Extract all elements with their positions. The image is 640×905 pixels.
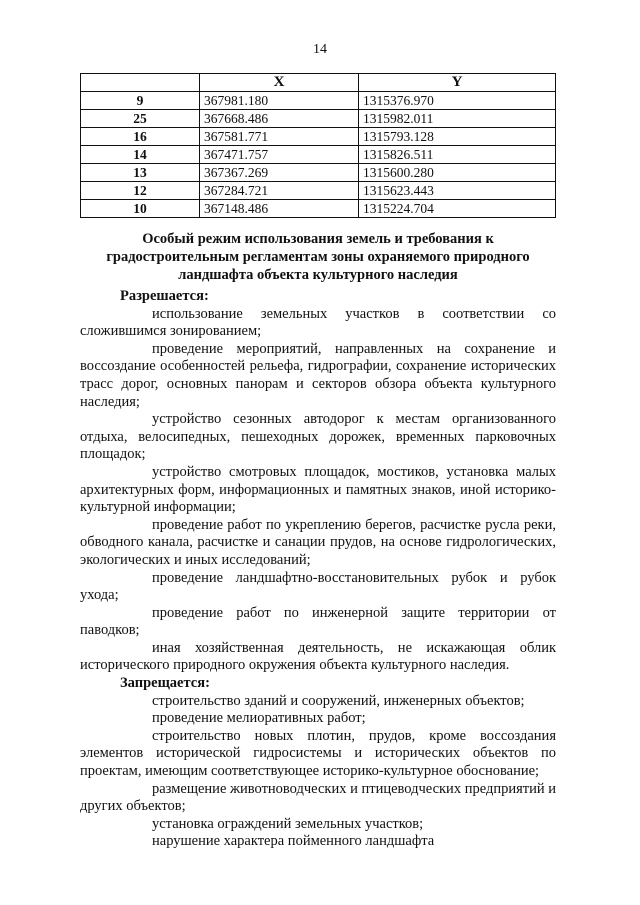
x-value: 367471.757 (200, 146, 359, 164)
point-number: 9 (81, 92, 200, 110)
allowed-item: проведение работ по укреплению берегов, расчистке русла реки, обводного канала, расчистке и санации прудов, на основе гидрологических, экологических и иных исследований; (80, 516, 556, 568)
table-row (81, 128, 556, 146)
y-value: 1315224.704 (359, 200, 556, 218)
y-value: 1315623.443 (359, 182, 556, 200)
y-value: 1315826.511 (359, 146, 556, 164)
allowed-item: проведение ландшафтно-восстановительных рубок и рубок ухода; (80, 569, 556, 604)
header-x: X (200, 74, 359, 92)
y-value: 1315793.128 (359, 128, 556, 146)
allowed-item: проведение работ по инженерной защите территории от паводков; (80, 604, 556, 639)
point-number: 25 (81, 110, 200, 128)
allowed-item: проведение мероприятий, направленных на сохранение и воссоздание особенностей рельефа, гидрографии, сохранение исторических трасс дорог, основных панорам и секторов обзора объекта культурного наследия; (80, 340, 556, 410)
x-value: 367981.180 (200, 92, 359, 110)
x-value: 367284.721 (200, 182, 359, 200)
forbidden-item: строительство зданий и сооружений, инженерных объектов; (152, 692, 525, 709)
forbidden-item: размещение животноводческих и птицеводческих предприятий и других объектов; (80, 780, 557, 815)
allowed-item: использование земельных участков в соответствии со сложившимся зонированием; (80, 305, 556, 340)
allowed-label: Разрешается: (120, 288, 209, 304)
allowed-item: устройство смотровых площадок, мостиков, установка малых архитектурных форм, информационных и памятных знаков, иной историко-культурной информации; (80, 463, 556, 516)
y-value: 1315376.970 (359, 92, 556, 110)
header-point (81, 74, 200, 92)
section-heading: Особый режим использования земель и требования к градостроительным регламентам зоны охраняемого природного ландшафта объекта культурного наследия (106, 231, 530, 283)
forbidden-label: Запрещается: (120, 675, 210, 692)
point-number: 10 (81, 200, 200, 218)
table-header-row (81, 74, 556, 92)
header-y: Y (359, 74, 556, 92)
y-value: 1315982.011 (359, 110, 556, 128)
page-number: 14 (313, 42, 327, 57)
x-value: 367367.269 (200, 164, 359, 182)
point-number: 16 (81, 128, 200, 146)
table-row (81, 182, 556, 200)
table-row (81, 110, 556, 128)
table-row (81, 146, 556, 164)
y-value: 1315600.280 (359, 164, 556, 182)
x-value: 367668.486 (200, 110, 359, 128)
table-row (81, 92, 556, 110)
table-row (81, 200, 556, 218)
allowed-item: устройство сезонных автодорог к местам организованного отдыха, велосипедных, пешеходных дорожек, временных парковочных площадок; (80, 411, 556, 463)
forbidden-item: строительство новых плотин, прудов, кроме воссоздания элементов исторической гидросистемы и исторических объектов по проектам, имеющим соответствующее историко-культурное обоснование; (80, 727, 556, 780)
forbidden-item: установка ограждений земельных участков; (152, 815, 424, 832)
forbidden-item: нарушение характера пойменного ландшафта (152, 833, 435, 850)
point-number: 13 (81, 164, 200, 182)
forbidden-item: проведение мелиоративных работ; (152, 710, 366, 727)
table-row (81, 164, 556, 182)
x-value: 367148.486 (200, 200, 359, 218)
regulations-text (80, 288, 556, 851)
point-number: 14 (81, 146, 200, 164)
coordinates-table (80, 73, 556, 218)
allowed-item: иная хозяйственная деятельность, не искажающая облик исторического природного окружения объекта культурного наследия. (80, 639, 556, 674)
x-value: 367581.771 (200, 128, 359, 146)
point-number: 12 (81, 182, 200, 200)
